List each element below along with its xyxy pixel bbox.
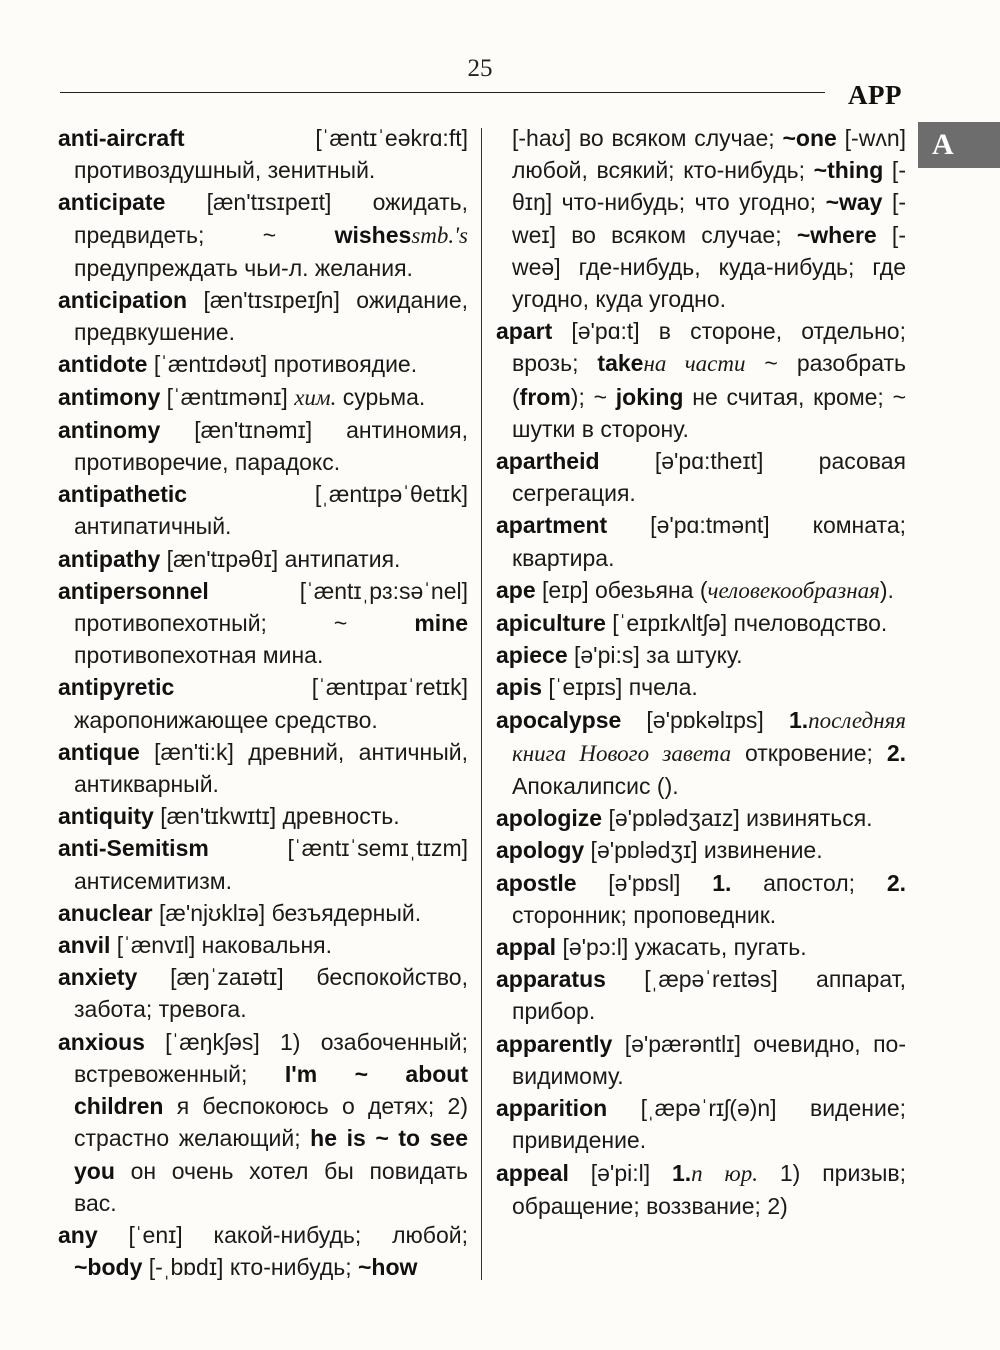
dictionary-entry — [58, 381, 468, 414]
dictionary-entry — [496, 509, 906, 573]
entry-text: [ˈænvɪl] наковальня. — [110, 932, 332, 959]
entry-text: [ˈæntɪdəʊt] противоядие. — [147, 351, 418, 378]
entry-text: [ə'pɒlədʒɪ] извинение. — [584, 837, 823, 864]
entry-text: [ə'pi:l] — [568, 1159, 672, 1186]
entry-text: [ˈæntɪˌpɜ:səˈnel] противопехотный; ~ — [74, 577, 468, 637]
entry-text: smb.'s — [411, 222, 468, 248]
entry-text: сторонник; проповедник. — [512, 901, 777, 928]
entry-text: 2. — [886, 869, 906, 896]
dictionary-entry — [58, 800, 468, 832]
entry-text: предупреждать чьи-л. желания. — [74, 254, 413, 281]
entry-text: [æn'tɪsɪpeɪt] ожидать, предвидеть; ~ — [74, 189, 468, 248]
entry-text: ~where — [796, 221, 877, 248]
dictionary-entry — [496, 122, 906, 315]
dictionary-entry — [58, 575, 468, 672]
dictionary-entry — [58, 414, 468, 478]
headword: apostle — [496, 869, 577, 896]
letter-tab: A — [918, 122, 1000, 168]
dictionary-entry — [58, 478, 468, 542]
entry-text: откровение; — [731, 739, 887, 766]
headword: apparatus — [496, 966, 606, 993]
dictionary-entry — [58, 284, 468, 348]
entry-text: 1. — [712, 869, 732, 896]
entry-text: [ˌæpəˈrɪʃ(ə)n] видение; привидение. — [512, 1095, 906, 1154]
headword: anti-aircraft — [58, 125, 185, 151]
entry-text: ~how — [358, 1254, 418, 1281]
entry-text: [ˈæntɪˈeəkrɑ:ft] противоздушный, зенитный. — [74, 125, 468, 184]
entry-text: [-weɪ] во всяком случае; — [512, 189, 906, 248]
dictionary-entry — [496, 607, 906, 639]
dictionary-entry — [58, 736, 468, 800]
entry-text: последняя книга Нового завета — [512, 707, 906, 766]
entry-text: [ə'pɒlədʒaɪz] извиняться. — [602, 805, 873, 832]
dictionary-entry — [496, 671, 906, 703]
headword: apart — [496, 318, 553, 345]
dictionary-entry — [58, 671, 468, 735]
dictionary-entry — [496, 867, 906, 931]
entry-text: [ˌæpəˈreɪtəs] аппарат, прибор. — [512, 966, 906, 1025]
headword: antipersonnel — [58, 577, 209, 604]
entry-text: [ə'pærəntlɪ] очевидно, по-видимому. — [512, 1030, 906, 1089]
entry-text — [703, 1160, 725, 1186]
entry-text: ~ разобрать ( — [512, 350, 906, 410]
headword: antimony — [58, 383, 161, 410]
dictionary-entry — [58, 1026, 468, 1219]
headword: apartheid — [496, 448, 600, 475]
running-head: APP — [848, 80, 902, 110]
entry-text: ~way — [825, 189, 883, 216]
entry-text: [æn'tɪkwɪtɪ] древность. — [153, 803, 400, 830]
entry-text: апостол; — [731, 869, 887, 896]
entry-text: mine — [414, 610, 468, 637]
headword: apiece — [496, 642, 568, 669]
dictionary-entry — [58, 832, 468, 896]
entry-text: 1) призыв; обращение; воззвание; 2) — [512, 1159, 906, 1219]
headword: apiculture — [496, 610, 606, 637]
headword: antiquity — [58, 803, 154, 830]
entry-text: from — [519, 383, 571, 410]
dictionary-entry — [58, 897, 468, 929]
headword: apology — [496, 837, 585, 864]
entry-text: я беспокоюсь о детях; 2) страстно желающий; — [74, 1093, 468, 1152]
dictionary-entry — [58, 961, 468, 1025]
entry-text: [ˈæntɪpaɪˈretɪk] жаропонижающее средство. — [74, 674, 468, 733]
dictionary-entry — [58, 543, 468, 575]
entry-text: [ˈæntɪmənɪ] — [160, 383, 295, 410]
dictionary-entry — [496, 639, 906, 671]
right-column — [496, 122, 906, 1222]
dictionary-entry — [496, 574, 906, 607]
entry-text: ). — [879, 576, 894, 603]
entry-text: [-weə] где-нибудь, куда-нибудь; где угодно, куда угодно. — [512, 221, 906, 313]
entry-text: [ə'pɒkəlɪps] — [621, 706, 789, 733]
header-rule — [60, 92, 825, 93]
entry-text: [ə'pɑ:tmənt] комната; квартира. — [512, 512, 906, 571]
headword: antipyretic — [58, 674, 175, 701]
headword: antique — [58, 738, 140, 765]
entry-text: [-ˌbɒdɪ] кто-нибудь; — [142, 1254, 358, 1281]
entry-text: [eɪp] обезьяна ( — [535, 576, 708, 603]
dictionary-entry — [58, 348, 468, 380]
left-column — [58, 122, 468, 1283]
entry-text: wishes — [334, 221, 412, 248]
entry-text: ); ~ — [570, 383, 616, 410]
headword: anuclear — [58, 899, 153, 926]
entry-text: take — [597, 350, 644, 377]
headword: apologize — [496, 805, 603, 832]
entry-text: [ˈenɪ] какой-нибудь; любой; — [97, 1221, 468, 1248]
headword: anxious — [58, 1028, 145, 1055]
headword: anticipate — [58, 189, 166, 216]
entry-text: ~thing — [813, 157, 884, 184]
entry-text: юр. — [724, 1160, 759, 1186]
dictionary-entry — [496, 963, 906, 1027]
entry-text: хим. — [294, 384, 337, 410]
dictionary-entry — [58, 186, 468, 284]
entry-text: ). — [664, 773, 679, 800]
entry-text: Апокалипсис ( — [512, 773, 665, 800]
entry-text: сурьма. — [336, 383, 426, 410]
entry-text: он очень хотел бы повидать вас. — [74, 1157, 468, 1216]
headword: apocalypse — [496, 706, 622, 733]
entry-text: joking — [615, 383, 684, 410]
entry-text: [ˈæntɪˈsemɪˌtɪzm] антисемитизм. — [74, 835, 468, 894]
headword: apis — [496, 674, 543, 701]
entry-text: [ˈæŋkʃəs] 1) озабоченный; встревоженный; — [74, 1028, 468, 1087]
headword: appeal — [496, 1159, 569, 1186]
entry-text: не считая, кроме; — [683, 383, 893, 410]
entry-text: n — [691, 1160, 703, 1186]
entry-text: 1. — [788, 706, 809, 733]
headword: apparition — [496, 1095, 608, 1122]
entry-text: ~body — [74, 1254, 143, 1281]
dictionary-entry — [496, 315, 906, 445]
headword: apparently — [496, 1030, 613, 1057]
entry-text: [æ'njʊklɪə] безъядерный. — [152, 899, 422, 926]
dictionary-entry — [496, 1157, 906, 1222]
entry-text: [ə'pɑ:t] в стороне, отдельно; врозь; — [512, 318, 906, 377]
headword: ape — [496, 576, 536, 603]
entry-text: [ˈeɪpɪs] пчела. — [542, 674, 698, 701]
entry-text: he is ~ to see you — [74, 1125, 468, 1184]
dictionary-entry — [496, 445, 906, 509]
dictionary-entry — [496, 931, 906, 963]
headword: appal — [496, 934, 557, 961]
entry-text: [ˈeɪpɪkʌltʃə] пчеловодство. — [605, 610, 888, 637]
headword: antidote — [58, 351, 148, 378]
entry-text: 1. — [671, 1159, 692, 1186]
entry-text: [æŋˈzaɪətɪ] беспокойство, забота; тревога. — [74, 964, 468, 1023]
entry-text: ~one — [782, 125, 837, 151]
entry-text: на части — [643, 351, 746, 377]
dictionary-entry — [496, 834, 906, 866]
headword: anvil — [58, 932, 111, 959]
headword: anxiety — [58, 964, 138, 991]
dictionary-entry — [496, 704, 906, 803]
entry-text: [-haʊ] во всяком случае; — [512, 125, 783, 151]
entry-text: [ˌæntɪpəˈθetɪk] антипатичный. — [74, 481, 468, 540]
entry-text: 2. — [886, 739, 906, 766]
entry-text: [ə'pɑ:theɪt] расовая сегрегация. — [512, 448, 906, 507]
entry-text: [-wʌn] любой, всякий; кто-нибудь; — [512, 125, 907, 184]
page-number: 25 — [467, 55, 493, 82]
headword: any — [58, 1221, 98, 1248]
headword: antinomy — [58, 416, 161, 443]
entry-text: [ə'pi:s] за штуку. — [567, 642, 743, 669]
headword: apartment — [496, 512, 608, 539]
entry-text: человекообразная — [707, 577, 880, 603]
dictionary-entry — [496, 1028, 906, 1092]
dictionary-entry — [58, 1219, 468, 1283]
dictionary-entry — [496, 802, 906, 834]
entry-text: [-θɪŋ] что-нибудь; что угодно; — [512, 157, 906, 216]
entry-text: [æn'tɪsɪpeɪʃn] ожидание, предвкушение. — [74, 287, 468, 346]
headword: antipathy — [58, 545, 161, 572]
headword: anti-Semitism — [58, 835, 209, 862]
entry-text: [ə'pɒsl] — [576, 869, 713, 896]
headword: antipathetic — [58, 481, 188, 508]
entry-text: [æn'tɪpəθɪ] антипатия. — [160, 545, 401, 572]
dictionary-entry — [58, 122, 468, 186]
headword: anticipation — [58, 287, 188, 314]
entry-text: I'm ~ about children — [74, 1060, 469, 1120]
entry-text: ~ шутки в сторону. — [512, 383, 907, 442]
entry-text: [ə'pɔ:l] ужасать, пугать. — [556, 934, 807, 961]
entry-text: противопехотная мина. — [74, 642, 324, 669]
dictionary-entry — [58, 929, 468, 961]
entry-text: [æn'ti:k] древний, античный, антикварный. — [74, 738, 468, 798]
dictionary-entry — [496, 1092, 906, 1156]
entry-text: [æn'tɪnəmɪ] антиномия, противоречие, парадокс. — [74, 416, 468, 476]
column-divider — [481, 128, 482, 1280]
